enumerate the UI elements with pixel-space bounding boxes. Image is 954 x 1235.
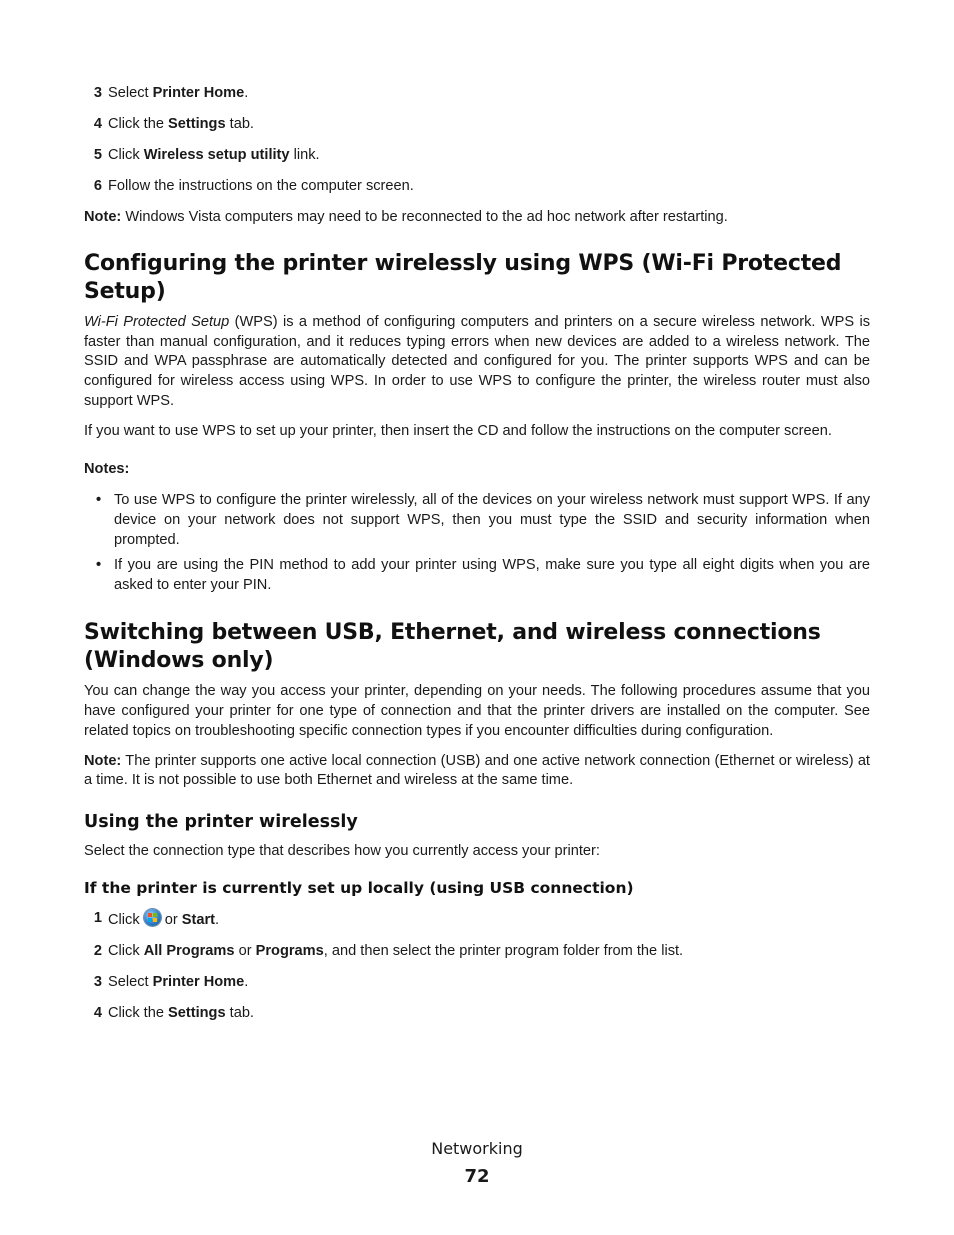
step-number: 4	[93, 115, 102, 132]
heading-switching-connections: Switching between USB, Ethernet, and wireless connections (Windows only)	[84, 620, 821, 674]
step-4-click-settings	[84, 115, 870, 135]
step-5-wireless-setup-utility	[84, 146, 870, 166]
list-item	[84, 491, 870, 550]
step-number: 3	[93, 85, 102, 101]
step-text: Select	[108, 974, 153, 991]
step-number: 4	[93, 1005, 102, 1022]
step-bold: Programs	[255, 943, 324, 960]
step-2-all-programs	[84, 942, 870, 962]
list-item-text: To use WPS to configure the printer wirelessly, all of the devices on your wireless network must support WPS. If any device on your network does not support WPS, then you must type the SSID and security information when prompted.	[114, 492, 870, 548]
page-number: 72	[464, 1166, 490, 1187]
step-bold: Start	[181, 912, 216, 929]
step-text: tab.	[225, 1005, 254, 1022]
notes-label: Notes:	[84, 460, 130, 477]
step-text: Click	[108, 943, 144, 960]
heading-wps: Configuring the printer wirelessly using WPS (Wi-Fi Protected Setup)	[84, 250, 842, 304]
step-text: Click the	[108, 115, 169, 132]
step-number: 3	[93, 974, 102, 991]
wps-description	[84, 313, 870, 412]
step-text: Click the	[108, 1005, 169, 1022]
footer-section-title: Networking	[431, 1139, 523, 1158]
note-vista	[84, 208, 870, 228]
bullet-icon: •	[96, 556, 102, 573]
step-6-follow-instructions	[84, 177, 870, 197]
step-text: Click	[108, 912, 144, 929]
step-text: tab.	[225, 115, 254, 132]
note-text: The printer supports one active local connection (USB) and one active network connection (Ethernet or wireless) at a time. It is not possible to use both Ethernet and wireless at the same time.	[84, 752, 870, 789]
step-4-click-settings	[84, 1004, 870, 1024]
step-bold: Settings	[168, 115, 226, 132]
wps-term: Wi-Fi Protected Setup	[84, 313, 230, 330]
step-bold: Wireless setup utility	[143, 146, 290, 163]
step-bold: Printer Home	[152, 974, 245, 991]
windows-start-icon[interactable]	[144, 909, 161, 926]
step-3-select-printer-home	[84, 973, 870, 993]
step-text: .	[244, 85, 249, 101]
bullet-icon: •	[96, 492, 102, 509]
step-text: or	[234, 943, 256, 960]
list-item	[84, 556, 870, 596]
step-number: 5	[93, 146, 102, 163]
step-bold: Printer Home	[152, 85, 245, 101]
page-content	[84, 84, 870, 1035]
note-label: Note:	[84, 208, 122, 225]
step-1-click-start	[84, 909, 870, 931]
step-text: Select	[108, 85, 153, 101]
step-number: 2	[93, 943, 102, 960]
note-label: Note:	[84, 752, 122, 769]
heading-using-wirelessly: Using the printer wirelessly	[84, 812, 358, 833]
step-text: Click	[108, 146, 144, 163]
step-text: link.	[289, 146, 320, 163]
step-number: 1	[93, 910, 102, 927]
step-text: Follow the instructions on the computer screen.	[108, 177, 414, 194]
step-text: .	[215, 912, 220, 929]
step-bold: Settings	[168, 1005, 226, 1022]
note-text: Windows Vista computers may need to be reconnected to the ad hoc network after restarting.	[121, 208, 728, 225]
wps-notes-list	[84, 491, 870, 595]
step-text: .	[244, 974, 249, 991]
list-item-text: If you are using the PIN method to add your printer using WPS, make sure you type all eight digits when you are asked to enter your PIN.	[114, 556, 870, 593]
step-text: or	[160, 912, 182, 929]
step-3-select-printer-home	[84, 84, 870, 104]
step-text: , and then select the printer program folder from the list.	[323, 943, 684, 960]
step-bold: All Programs	[143, 943, 235, 960]
wps-description-text: (WPS) is a method of configuring computers and printers on a secure wireless network. WPS is faster than manual configuration, and it reduces typing errors when new devices are added to a wireless network. The SSID and WPA passphrase are automatically detected and configured for you. The printer supports WPS and can be configured for wireless access using WPS. In order to use WPS to configure the printer, the wireless router must also support WPS.	[84, 313, 871, 409]
heading-usb-local: If the printer is currently set up locally (using USB connection)	[84, 879, 634, 898]
step-number: 6	[93, 177, 102, 194]
note-active-connection	[84, 752, 870, 792]
select-connection-type: Select the connection type that describes how you currently access your printer:	[84, 843, 600, 860]
wps-instructions: If you want to use WPS to set up your printer, then insert the CD and follow the instructions on the computer screen.	[84, 422, 832, 439]
switching-description: You can change the way you access your printer, depending on your needs. The following procedures assume that you have configured your printer for one type of connection and that the printer drivers are installed on the computer. See related topics on troubleshooting specific connection types if you encounter difficulties during configuration.	[84, 683, 870, 739]
